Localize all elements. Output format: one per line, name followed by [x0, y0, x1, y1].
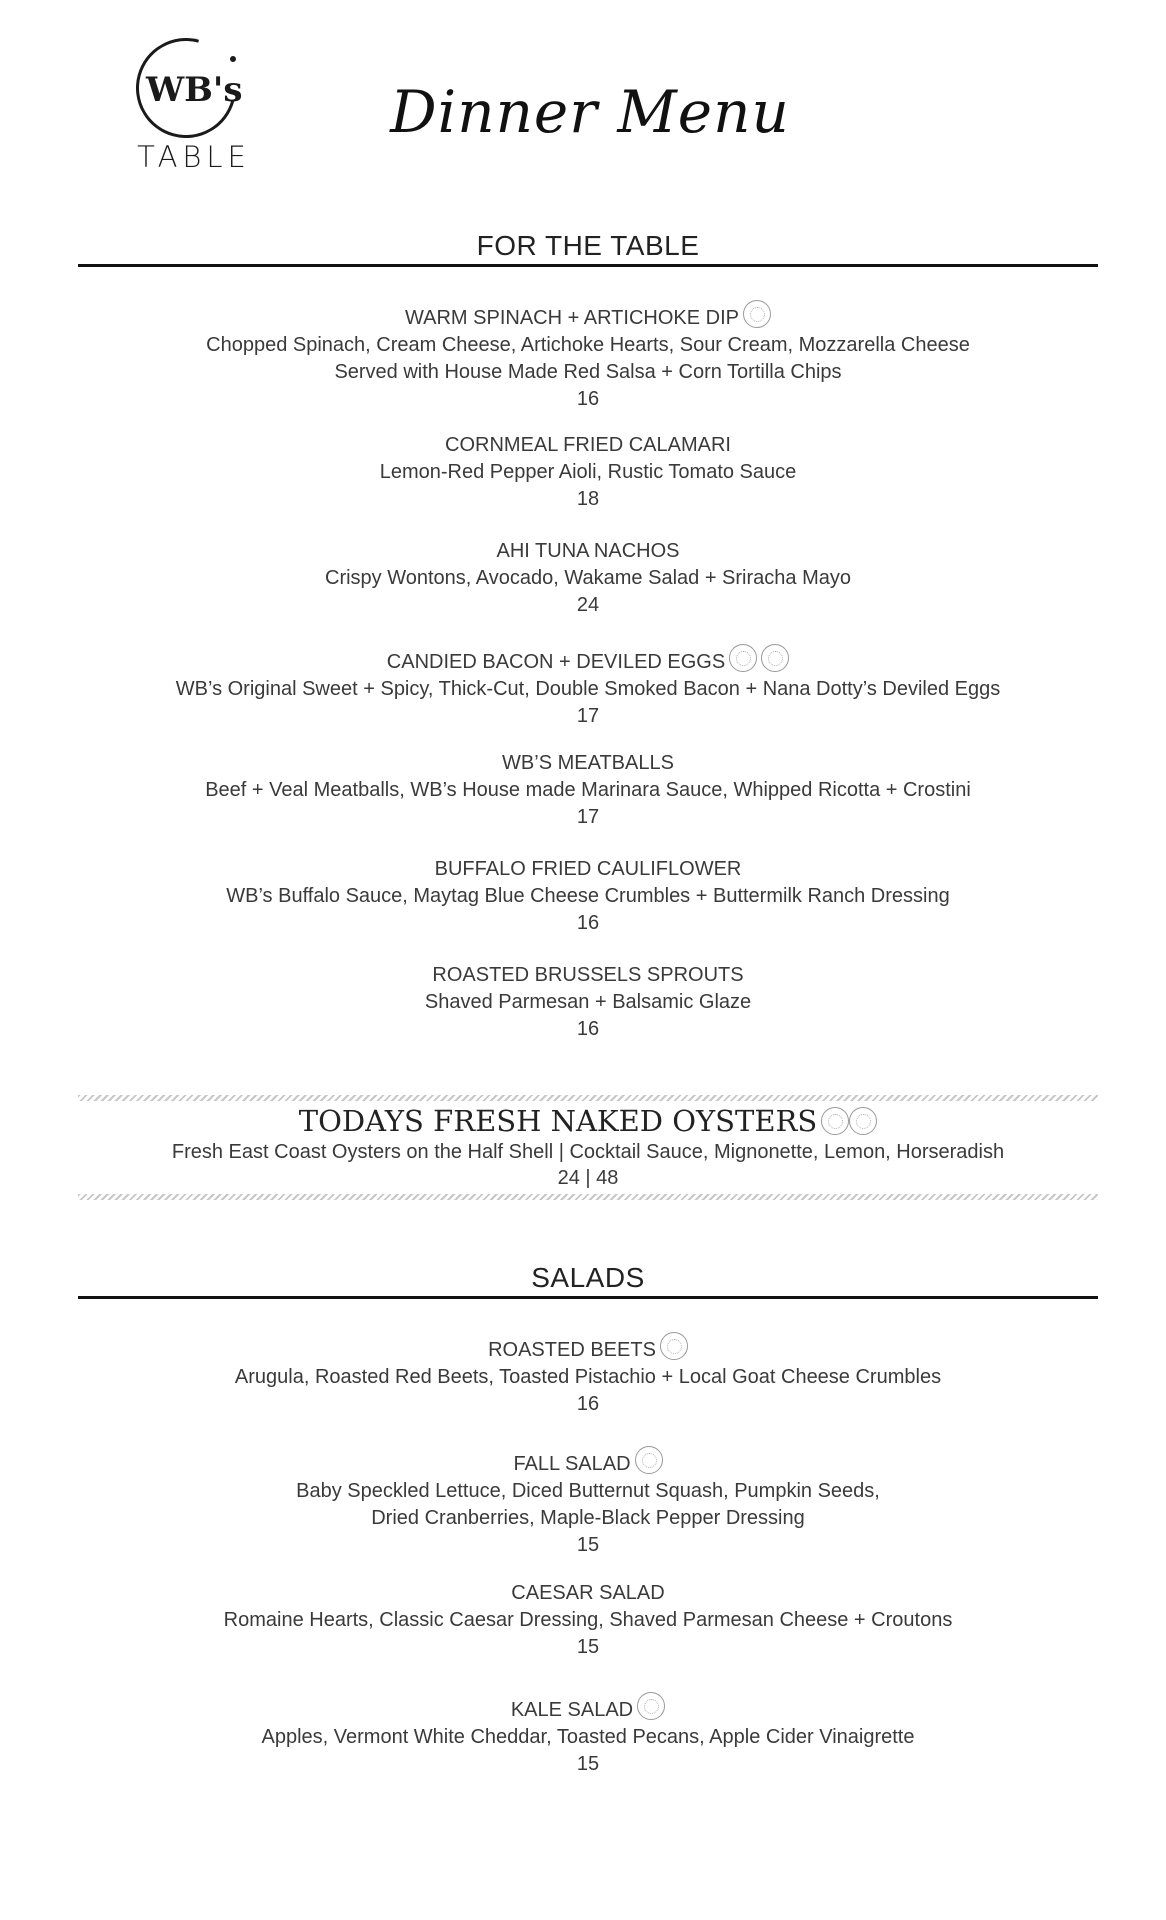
menu-item-description: Lemon-Red Pepper Aioli, Rustic Tomato Sauce	[379, 461, 797, 483]
menu-item	[78, 856, 1098, 937]
menu-item-description: Baby Speckled Lettuce, Diced Butternut Squash, Pumpkin Seeds,	[296, 1480, 880, 1502]
gluten-free-icon	[637, 1692, 665, 1720]
logo-dot	[230, 56, 236, 62]
menu-item-price: 17	[576, 705, 600, 727]
menu-item-name: CORNMEAL FRIED CALAMARI	[445, 434, 731, 456]
menu-item	[78, 644, 1098, 730]
page-title: Dinner Menu	[390, 78, 790, 146]
menu-item	[78, 750, 1098, 831]
menu-item-description: Beef + Veal Meatballs, WB’s House made Marinara Sauce, Whipped Ricotta + Crostini	[205, 779, 971, 801]
menu-item-description: Served with House Made Red Salsa + Corn Tortilla Chips	[334, 361, 842, 383]
menu-item-price: 16	[576, 1393, 600, 1415]
menu-item	[78, 1580, 1098, 1661]
menu-item-price: 18	[576, 488, 600, 510]
logo-text-wbs: WB's	[146, 70, 243, 110]
menu-item-name: WARM SPINACH + ARTICHOKE DIP	[78, 300, 1098, 332]
menu-item	[78, 1446, 1098, 1559]
menu-item	[78, 1692, 1098, 1778]
menu-item-name: WB’S MEATBALLS	[502, 752, 674, 774]
gluten-free-icon	[761, 644, 789, 672]
oysters-title: TODAYS FRESH NAKED OYSTERS	[78, 1104, 1098, 1138]
menu-item	[78, 538, 1098, 619]
logo	[130, 36, 260, 176]
gluten-free-icon	[635, 1446, 663, 1474]
menu-item-name: ROASTED BEETS	[78, 1332, 1098, 1364]
menu-item	[78, 962, 1098, 1043]
menu-item-price: 16	[576, 388, 600, 410]
menu-item-name: ROASTED BRUSSELS SPROUTS	[432, 964, 744, 986]
dairy-free-icon	[821, 1107, 849, 1135]
menu-item-name: CANDIED BACON + DEVILED EGGS	[78, 644, 1098, 676]
dairy-free-icon	[729, 644, 757, 672]
menu-item-description: Romaine Hearts, Classic Caesar Dressing, Shaved Parmesan Cheese + Croutons	[223, 1609, 953, 1631]
menu-item-price: 17	[576, 806, 600, 828]
menu-item-name: KALE SALAD	[78, 1692, 1098, 1724]
section-divider	[78, 264, 1098, 267]
menu-item-price: 16	[576, 1018, 600, 1040]
menu-item-price: 15	[576, 1753, 600, 1775]
oysters-description: Fresh East Coast Oysters on the Half Shell | Cocktail Sauce, Mignonette, Lemon, Horseradish	[171, 1141, 1005, 1163]
section-heading-for-the-table: FOR THE TABLE	[476, 230, 700, 261]
menu-item-description: Apples, Vermont White Cheddar, Toasted Pecans, Apple Cider Vinaigrette	[261, 1726, 915, 1748]
menu-item	[78, 1332, 1098, 1418]
menu-item-price: 24	[576, 594, 600, 616]
hatched-divider	[78, 1194, 1098, 1200]
menu-item-price: 15	[576, 1534, 600, 1556]
menu-item-description: Shaved Parmesan + Balsamic Glaze	[424, 991, 752, 1013]
oysters-price: 24 | 48	[557, 1167, 619, 1189]
menu-item	[78, 432, 1098, 513]
menu-item-description: Crispy Wontons, Avocado, Wakame Salad + Sriracha Mayo	[325, 567, 851, 589]
menu-item-name: BUFFALO FRIED CAULIFLOWER	[434, 858, 742, 880]
menu-item-name: FALL SALAD	[78, 1446, 1098, 1478]
menu-item-name: AHI TUNA NACHOS	[496, 540, 680, 562]
menu-item-description: WB’s Buffalo Sauce, Maytag Blue Cheese Crumbles + Buttermilk Ranch Dressing	[226, 885, 950, 907]
logo-text-table: TABLE	[137, 140, 251, 174]
menu-item-name: CAESAR SALAD	[511, 1582, 665, 1604]
menu-item-description: Dried Cranberries, Maple-Black Pepper Dressing	[371, 1507, 805, 1529]
section-divider	[78, 1296, 1098, 1299]
gluten-free-icon	[849, 1107, 877, 1135]
section-heading-salads: SALADS	[531, 1262, 645, 1293]
hatched-divider	[78, 1095, 1098, 1101]
menu-item-description: Arugula, Roasted Red Beets, Toasted Pistachio + Local Goat Cheese Crumbles	[234, 1366, 942, 1388]
menu-item-price: 16	[576, 912, 600, 934]
menu-item-description: WB’s Original Sweet + Spicy, Thick-Cut, Double Smoked Bacon + Nana Dotty’s Deviled Eggs	[175, 678, 1001, 700]
gluten-free-icon	[743, 300, 771, 328]
menu-item-description: Chopped Spinach, Cream Cheese, Artichoke Hearts, Sour Cream, Mozzarella Cheese	[206, 334, 970, 356]
menu-item-price: 15	[576, 1636, 600, 1658]
menu-item	[78, 300, 1098, 413]
gluten-free-icon	[660, 1332, 688, 1360]
